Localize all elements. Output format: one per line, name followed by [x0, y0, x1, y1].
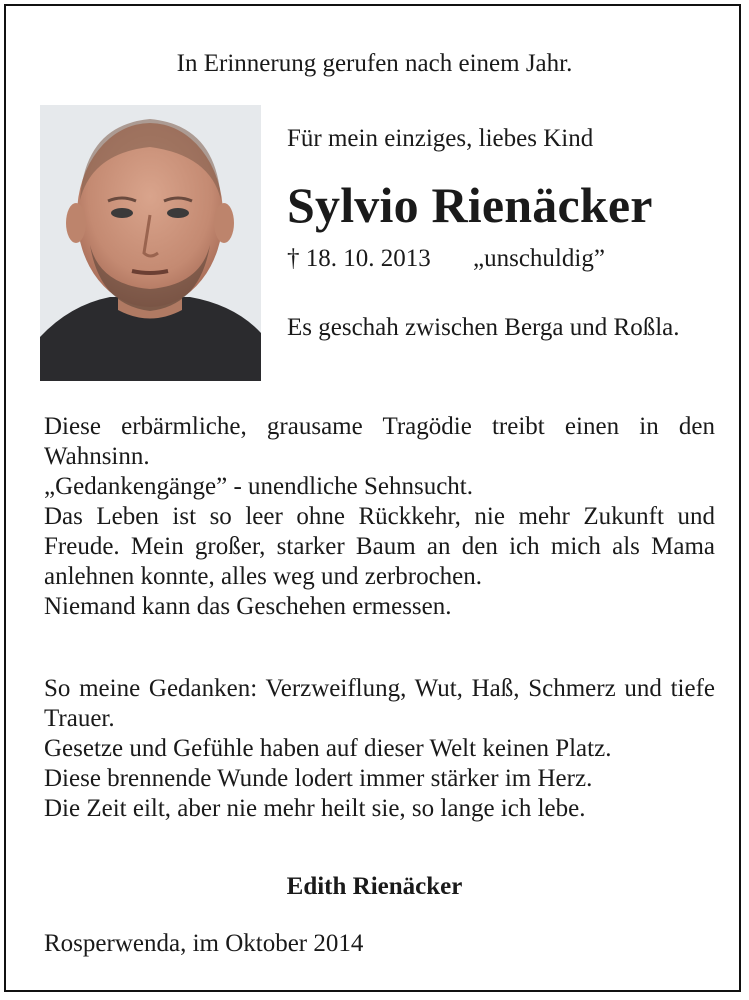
text-block-2 — [44, 674, 715, 824]
paragraph: Die Zeit eilt, aber nie mehr heilt sie, so lange ich lebe. — [44, 795, 586, 822]
dedication-line: Für mein einziges, liebes Kind — [287, 125, 594, 152]
death-date: 18. 10. 2013 — [305, 245, 431, 272]
portrait-photo — [40, 105, 261, 381]
closing-line: Rosperwenda, im Oktober 2014 — [44, 930, 364, 957]
intro-line: In Erinnerung gerufen nach einem Jahr. — [176, 50, 573, 77]
cross-icon: † — [287, 245, 300, 272]
paragraph: Das Leben ist so leer ohne Rückkehr, nie mehr Zukunft und Freude. Mein großer, starker Baum an den ich mich als Mama anlehnen konnte, alles weg und zerbrochen. — [44, 503, 715, 590]
paragraph: So meine Gedanken: Verzweiflung, Wut, Haß, Schmerz und tiefe Trauer. — [44, 675, 715, 732]
deceased-name: Sylvio Rienäcker — [287, 177, 653, 233]
portrait-photo-icon — [40, 105, 261, 381]
paragraph: Diese erbärmliche, grausame Tragödie treibt einen in den Wahnsinn. — [44, 413, 715, 470]
death-line — [287, 245, 605, 273]
death-note: „unschuldig” — [473, 245, 605, 272]
paragraph: Gesetze und Gefühle haben auf dieser Welt keinen Platz. — [44, 735, 612, 762]
paragraph: Niemand kann das Geschehen ermessen. — [44, 593, 452, 620]
paragraph: „Gedankengänge” - unendliche Sehnsucht. — [44, 473, 474, 500]
signer-name: Edith Rienäcker — [286, 873, 463, 900]
paragraph: Diese brennende Wunde lodert immer stärker im Herz. — [44, 765, 593, 792]
place-text: Es geschah zwischen Berga und Roßla. — [287, 314, 680, 341]
text-block-1 — [44, 412, 715, 622]
